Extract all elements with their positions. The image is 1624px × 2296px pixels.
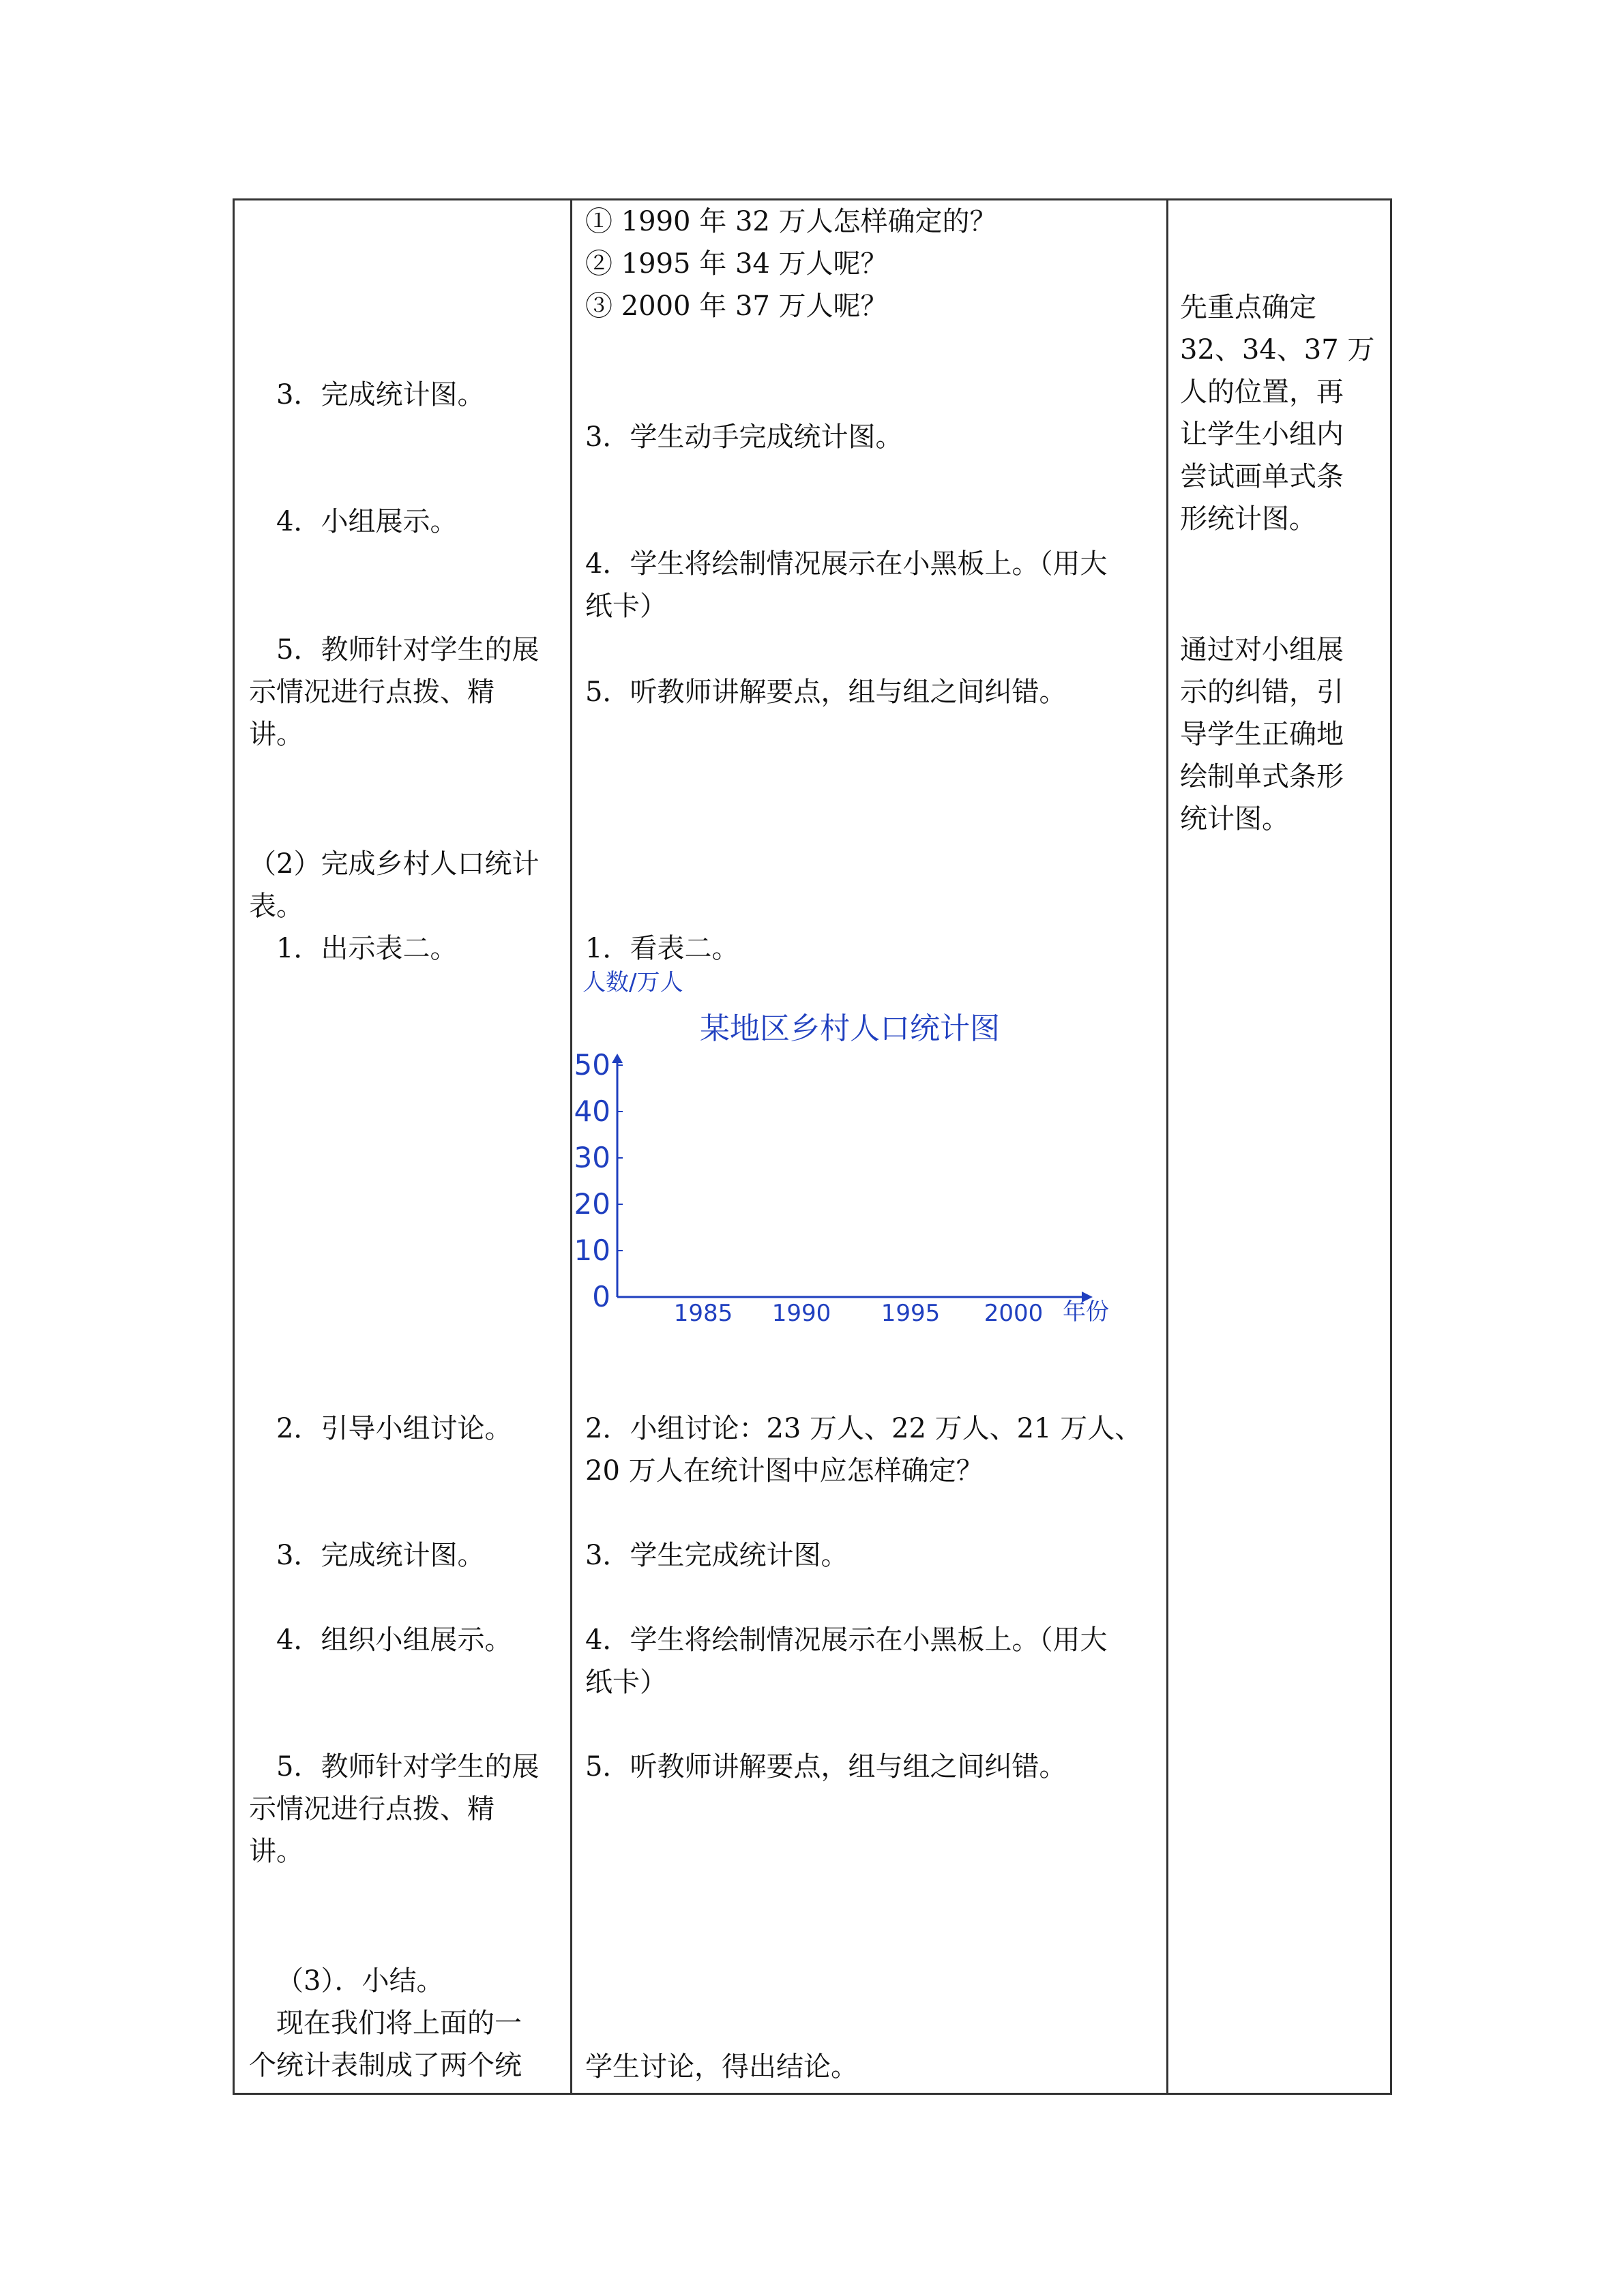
col-left-line: 示情况进行点拨、精 (249, 1793, 494, 1825)
col-right-line: 形统计图。 (1180, 503, 1316, 535)
col-left-line: 示情况进行点拨、精 (249, 676, 494, 708)
col-left-line: 讲。 (249, 719, 304, 750)
chart-axes (612, 1054, 1093, 1302)
col-right-line: 尝试画单式条 (1180, 461, 1344, 492)
col-mid-line: 5．听教师讲解要点，组与组之间纠错。 (585, 676, 1067, 708)
col-left-line: 2．引导小组讨论。 (276, 1413, 512, 1444)
col-mid-line: 1．看表二。 (585, 933, 739, 964)
col-left-line: 5．教师针对学生的展 (276, 634, 540, 666)
chart-xlabel: 年份 (1063, 1298, 1109, 1326)
x-tick-label: 1990 (771, 1300, 831, 1327)
col-right-line: 导学生正确地 (1180, 719, 1344, 750)
chart-title: 某地区乡村人口统计图 (700, 1011, 1000, 1046)
col-mid-line: ② 1995 年 34 万人呢？ (585, 248, 888, 280)
x-tick-label: 1985 (673, 1300, 733, 1327)
col-left-line: （3）．小结。 (276, 1965, 444, 1997)
y-tick-label: 20 (574, 1187, 610, 1221)
col-mid-line: 学生讨论，得出结论。 (585, 2051, 858, 2083)
col-mid-line: 4．学生将绘制情况展示在小黑板上。（用大 (585, 1624, 1108, 1656)
col-right-line: 统计图。 (1180, 803, 1289, 835)
col-mid-line: 纸卡） (585, 591, 667, 622)
col-right-line: 绘制单式条形 (1180, 761, 1344, 792)
col-left-line: 3．完成统计图。 (276, 1540, 485, 1571)
col-left-line: 现在我们将上面的一 (276, 2008, 522, 2039)
x-tick-label: 2000 (984, 1300, 1044, 1327)
col-mid-line: ① 1990 年 32 万人怎样确定的？ (585, 206, 997, 237)
col-left-line: 个统计表制成了两个统 (249, 2050, 522, 2081)
column-divider-1 (570, 200, 572, 2093)
col-mid-line: 纸卡） (585, 1667, 667, 1698)
y-tick-label: 30 (574, 1141, 610, 1174)
chart-ylabel: 人数/万人 (582, 969, 683, 996)
col-right-line: 先重点确定 (1180, 292, 1316, 323)
col-left-line: 5．教师针对学生的展 (276, 1751, 540, 1783)
col-right-line: 通过对小组展 (1180, 634, 1344, 666)
col-left-line: 1．出示表二。 (276, 933, 458, 964)
col-mid-line: 4．学生将绘制情况展示在小黑板上。（用大 (585, 548, 1108, 580)
col-right-line: 32、34、37 万 (1180, 334, 1375, 366)
y-tick-label: 0 (592, 1280, 610, 1313)
chart-y-ticks (574, 1048, 623, 1313)
chart-svg (573, 965, 1132, 1340)
col-left-line: 讲。 (249, 1836, 304, 1867)
y-tick-label: 40 (574, 1094, 610, 1128)
y-tick-label: 10 (574, 1234, 610, 1267)
column-divider-2 (1166, 200, 1168, 2093)
chart-x-ticks (674, 1300, 1044, 1327)
col-mid-line: 5．听教师讲解要点，组与组之间纠错。 (585, 1751, 1067, 1783)
y-axis-arrow (612, 1054, 623, 1063)
y-tick-label: 50 (574, 1048, 610, 1082)
col-mid-line: 20 万人在统计图中应怎样确定？ (585, 1455, 984, 1487)
col-mid-line: 2．小组讨论：23 万人、22 万人、21 万人、 (585, 1413, 1142, 1444)
col-right-line: 人的位置，再 (1180, 376, 1344, 408)
rural-population-chart (573, 965, 1132, 1340)
x-tick-label: 1995 (881, 1300, 941, 1327)
col-mid-line: 3．学生完成统计图。 (585, 1540, 848, 1571)
col-right-line: 示的纠错，引 (1180, 676, 1344, 708)
col-mid-line: ③ 2000 年 37 万人呢？ (585, 290, 888, 322)
col-mid-line: 3．学生动手完成统计图。 (585, 421, 903, 453)
col-left-line: 表。 (249, 891, 304, 922)
col-left-line: 4．小组展示。 (276, 506, 458, 537)
col-left-line: （2）完成乡村人口统计 (249, 848, 540, 880)
col-right-line: 让学生小组内 (1180, 419, 1344, 450)
col-left-line: 3．完成统计图。 (276, 379, 485, 411)
col-left-line: 4．组织小组展示。 (276, 1624, 512, 1656)
